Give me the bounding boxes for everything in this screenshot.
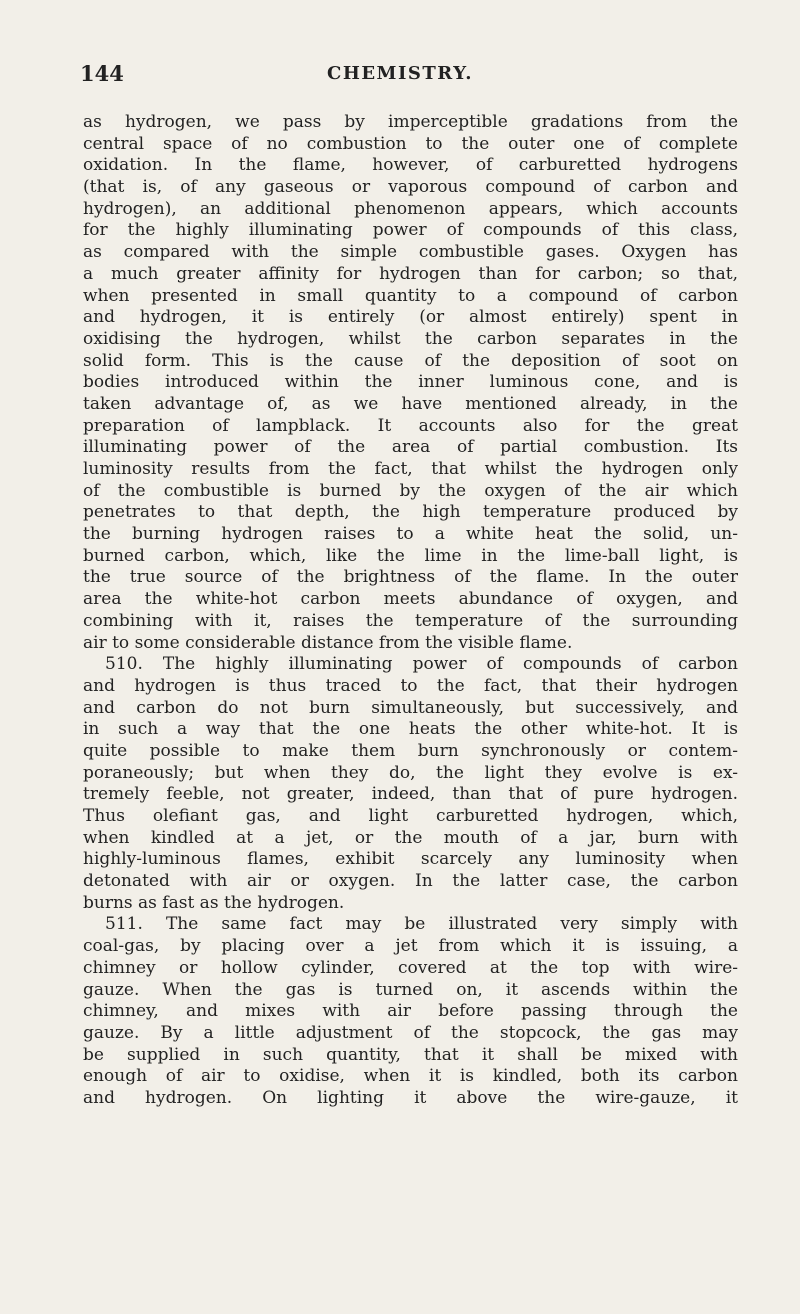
text-line: and hydrogen. On lighting it above the wire-gauze, it	[83, 1087, 738, 1108]
text-line: taken advantage of, as we have mentioned already, in the	[83, 393, 738, 414]
text-line: oxidising the hydrogen, whilst the carbon separates in the	[83, 328, 738, 349]
text-line: gauze. By a little adjustment of the stopcock, the gas may	[83, 1022, 738, 1043]
text-line: tremely feeble, not greater, indeed, than that of pure hydrogen.	[83, 784, 738, 805]
text-line: 510. The highly illuminating power of compounds of carbon	[105, 654, 738, 675]
running-title: CHEMISTRY.	[327, 63, 473, 84]
text-line: luminosity results from the fact, that whilst the hydrogen only	[83, 459, 738, 479]
text-line: and hydrogen, it is entirely (or almost entirely) spent in	[83, 307, 738, 328]
paragraph	[83, 654, 738, 914]
text-line: combining with it, raises the temperature of the surrounding	[83, 610, 738, 631]
text-line: coal-gas, by placing over a jet from which it is issuing, a	[83, 936, 738, 957]
text-line: central space of no combustion to the outer one of complete	[83, 133, 738, 154]
body-text	[83, 112, 738, 1110]
text-line: 511. The same fact may be illustrated very simply with	[105, 914, 738, 935]
paragraph	[83, 112, 738, 654]
text-line: when kindled at a jet, or the mouth of a jar, burn with	[83, 827, 738, 848]
text-line: enough of air to oxidise, when it is kindled, both its carbon	[83, 1066, 738, 1087]
text-line: of the combustible is burned by the oxygen of the air which	[83, 480, 738, 501]
text-line: detonated with air or oxygen. In the latter case, the carbon	[83, 871, 738, 892]
text-line: gauze. When the gas is turned on, it ascends within the	[83, 979, 738, 1000]
text-line: hydrogen), an additional phenomenon appears, which accounts	[83, 198, 738, 219]
text-line: as compared with the simple combustible gases. Oxygen has	[83, 242, 738, 263]
text-line: be supplied in such quantity, that it shall be mixed with	[83, 1044, 738, 1065]
text-line: penetrates to that depth, the high temperature produced by	[83, 502, 738, 523]
text-line: chimney or hollow cylinder, covered at the top with wire-	[83, 957, 738, 978]
text-line: for the highly illuminating power of compounds of this class,	[83, 220, 738, 241]
text-line: illuminating power of the area of partial combustion. Its	[83, 437, 738, 458]
text-line: area the white-hot carbon meets abundance of oxygen, and	[83, 589, 738, 610]
text-line: the burning hydrogen raises to a white heat the solid, un-	[83, 524, 738, 545]
text-line: oxidation. In the flame, however, of carburetted hydrogens	[83, 155, 738, 176]
text-line: as hydrogen, we pass by imperceptible gradations from the	[83, 112, 738, 132]
text-line: preparation of lampblack. It accounts also for the great	[83, 415, 738, 436]
text-line: bodies introduced within the inner luminous cone, and is	[83, 372, 738, 393]
text-line: when presented in small quantity to a compound of carbon	[83, 285, 738, 306]
text-line: chimney, and mixes with air before passing through the	[83, 1001, 738, 1022]
text-line: (that is, of any gaseous or vaporous compound of carbon and	[83, 177, 738, 198]
text-line: burns as fast as the hydrogen.	[83, 892, 345, 913]
paragraph	[83, 914, 738, 1109]
page-header	[0, 61, 800, 91]
text-line: Thus olefiant gas, and light carburetted hydrogen, which,	[83, 806, 738, 826]
text-line: burned carbon, which, like the lime in the lime-ball light, is	[83, 545, 738, 566]
text-line: the true source of the brightness of the flame. In the outer	[83, 567, 738, 588]
text-line: and hydrogen is thus traced to the fact, that their hydrogen	[83, 675, 738, 696]
page-number: 144	[80, 61, 124, 86]
text-line: in such a way that the one heats the other white-hot. It is	[83, 719, 738, 740]
text-line: highly-luminous flames, exhibit scarcely any luminosity when	[83, 849, 738, 870]
text-line: a much greater affinity for hydrogen than for carbon; so that,	[83, 263, 738, 284]
text-line: and carbon do not burn simultaneously, but successively, and	[83, 697, 738, 718]
text-line: poraneously; but when they do, the light they evolve is ex-	[83, 762, 738, 783]
text-line: quite possible to make them burn synchronously or contem-	[83, 740, 738, 761]
text-line: solid form. This is the cause of the deposition of soot on	[83, 350, 738, 371]
text-line: air to some considerable distance from the visible flame.	[83, 632, 573, 653]
